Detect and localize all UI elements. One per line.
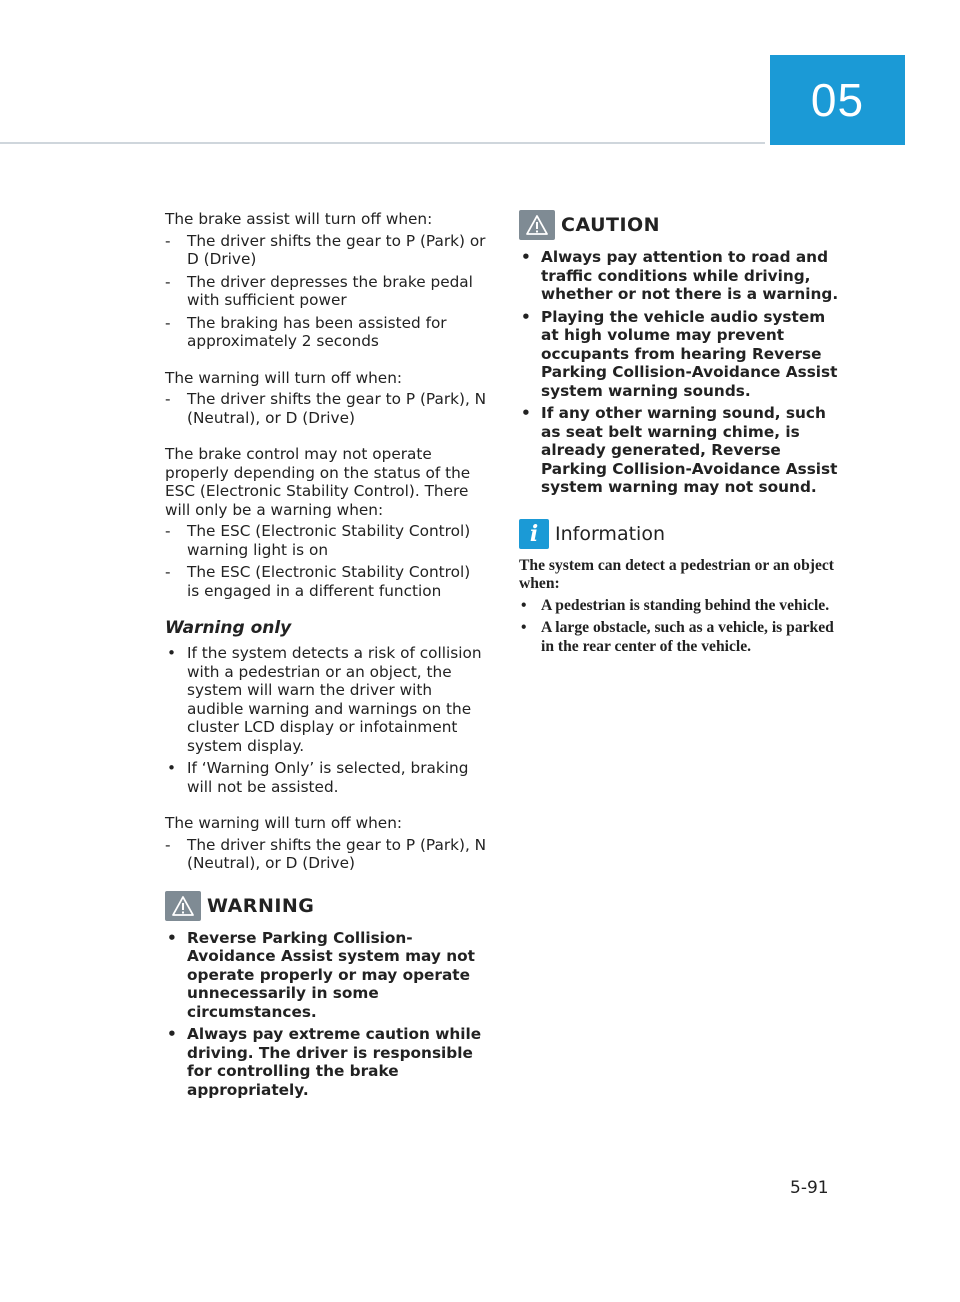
list-item: - The driver shifts the gear to P (Park) or D (Drive) bbox=[165, 232, 487, 269]
header-rule bbox=[0, 142, 765, 144]
caution-list bbox=[519, 248, 841, 497]
list-item: • Playing the vehicle audio system at high volume may prevent occupants from hearing Reverse Parking Collision-Avoidance Assist system warning sounds. bbox=[519, 308, 841, 401]
warning-box bbox=[165, 891, 487, 1100]
warning-off2-intro: The warning will turn off when: bbox=[165, 814, 403, 832]
list-item: • If ‘Warning Only’ is selected, braking will not be assisted. bbox=[165, 759, 487, 796]
list-item: • If any other warning sound, such as seat belt warning chime, is already generated, Reverse Parking Collision-Avoidance Assist system warning may not sound. bbox=[519, 404, 841, 497]
warning-off-list bbox=[165, 390, 487, 427]
list-item: - The driver depresses the brake pedal with sufficient power bbox=[165, 273, 487, 310]
brake-off-list bbox=[165, 232, 487, 351]
list-item: • If the system detects a risk of collision with a pedestrian or an object, the system will warn the driver with audible warning and warnings on the cluster LCD display or infotainment system display. bbox=[165, 644, 487, 755]
list-item: • Always pay extreme caution while driving. The driver is responsible for controlling the brake appropriately. bbox=[165, 1025, 487, 1099]
information-body bbox=[519, 557, 841, 657]
warning-triangle-icon bbox=[165, 891, 201, 921]
list-item: - The ESC (Electronic Stability Control) warning light is on bbox=[165, 522, 487, 559]
list-item: - The ESC (Electronic Stability Control) is engaged in a different function bbox=[165, 563, 487, 600]
warning-off-intro: The warning will turn off when: bbox=[165, 368, 403, 387]
information-box bbox=[519, 519, 841, 657]
brake-off-intro: The brake assist will turn off when: bbox=[165, 210, 433, 228]
left-column bbox=[165, 210, 487, 1117]
warning-header bbox=[165, 891, 487, 921]
caution-box bbox=[519, 210, 841, 497]
warning-only-heading: Warning only bbox=[165, 618, 292, 638]
list-item: • A large obstacle, such as a vehicle, is parked in the rear center of the vehicle. bbox=[519, 619, 841, 656]
caution-triangle-icon bbox=[519, 210, 555, 240]
info-icon: i bbox=[519, 519, 549, 549]
warning-only-section bbox=[165, 618, 487, 796]
control-intro: The brake control may not operate properly depending on the status of the ESC (Electronic Stability Control). There will only be a warning when: bbox=[165, 445, 471, 519]
warning-list bbox=[165, 929, 487, 1100]
brake-control-section bbox=[165, 445, 487, 600]
list-item: • Reverse Parking Collision-Avoidance Assist system may not operate properly or may operate unnecessarily in some circumstances. bbox=[165, 929, 487, 1022]
list-item: - The driver shifts the gear to P (Park), N (Neutral), or D (Drive) bbox=[165, 390, 487, 427]
warning-title: WARNING bbox=[207, 894, 315, 917]
page-number: 5-91 bbox=[790, 1178, 829, 1198]
warning-off-section bbox=[165, 369, 487, 428]
right-column bbox=[519, 210, 841, 674]
warning-off2-list bbox=[165, 836, 487, 873]
info-list bbox=[519, 597, 841, 657]
warning-only-list bbox=[165, 644, 487, 796]
information-title: Information bbox=[555, 522, 665, 545]
caution-header bbox=[519, 210, 841, 240]
list-item: • Always pay attention to road and traffic conditions while driving, whether or not there is a warning. bbox=[519, 248, 841, 304]
warning-off2-section bbox=[165, 814, 487, 873]
list-item: • A pedestrian is standing behind the vehicle. bbox=[519, 597, 841, 616]
info-intro: The system can detect a pedestrian or an object when: bbox=[519, 556, 835, 592]
list-item: - The braking has been assisted for approximately 2 seconds bbox=[165, 314, 487, 351]
control-list bbox=[165, 522, 487, 600]
list-item: - The driver shifts the gear to P (Park), N (Neutral), or D (Drive) bbox=[165, 836, 487, 873]
brake-assist-off-section bbox=[165, 210, 487, 351]
chapter-tab: 05 bbox=[770, 55, 905, 145]
caution-title: CAUTION bbox=[561, 214, 661, 236]
information-header bbox=[519, 519, 841, 549]
